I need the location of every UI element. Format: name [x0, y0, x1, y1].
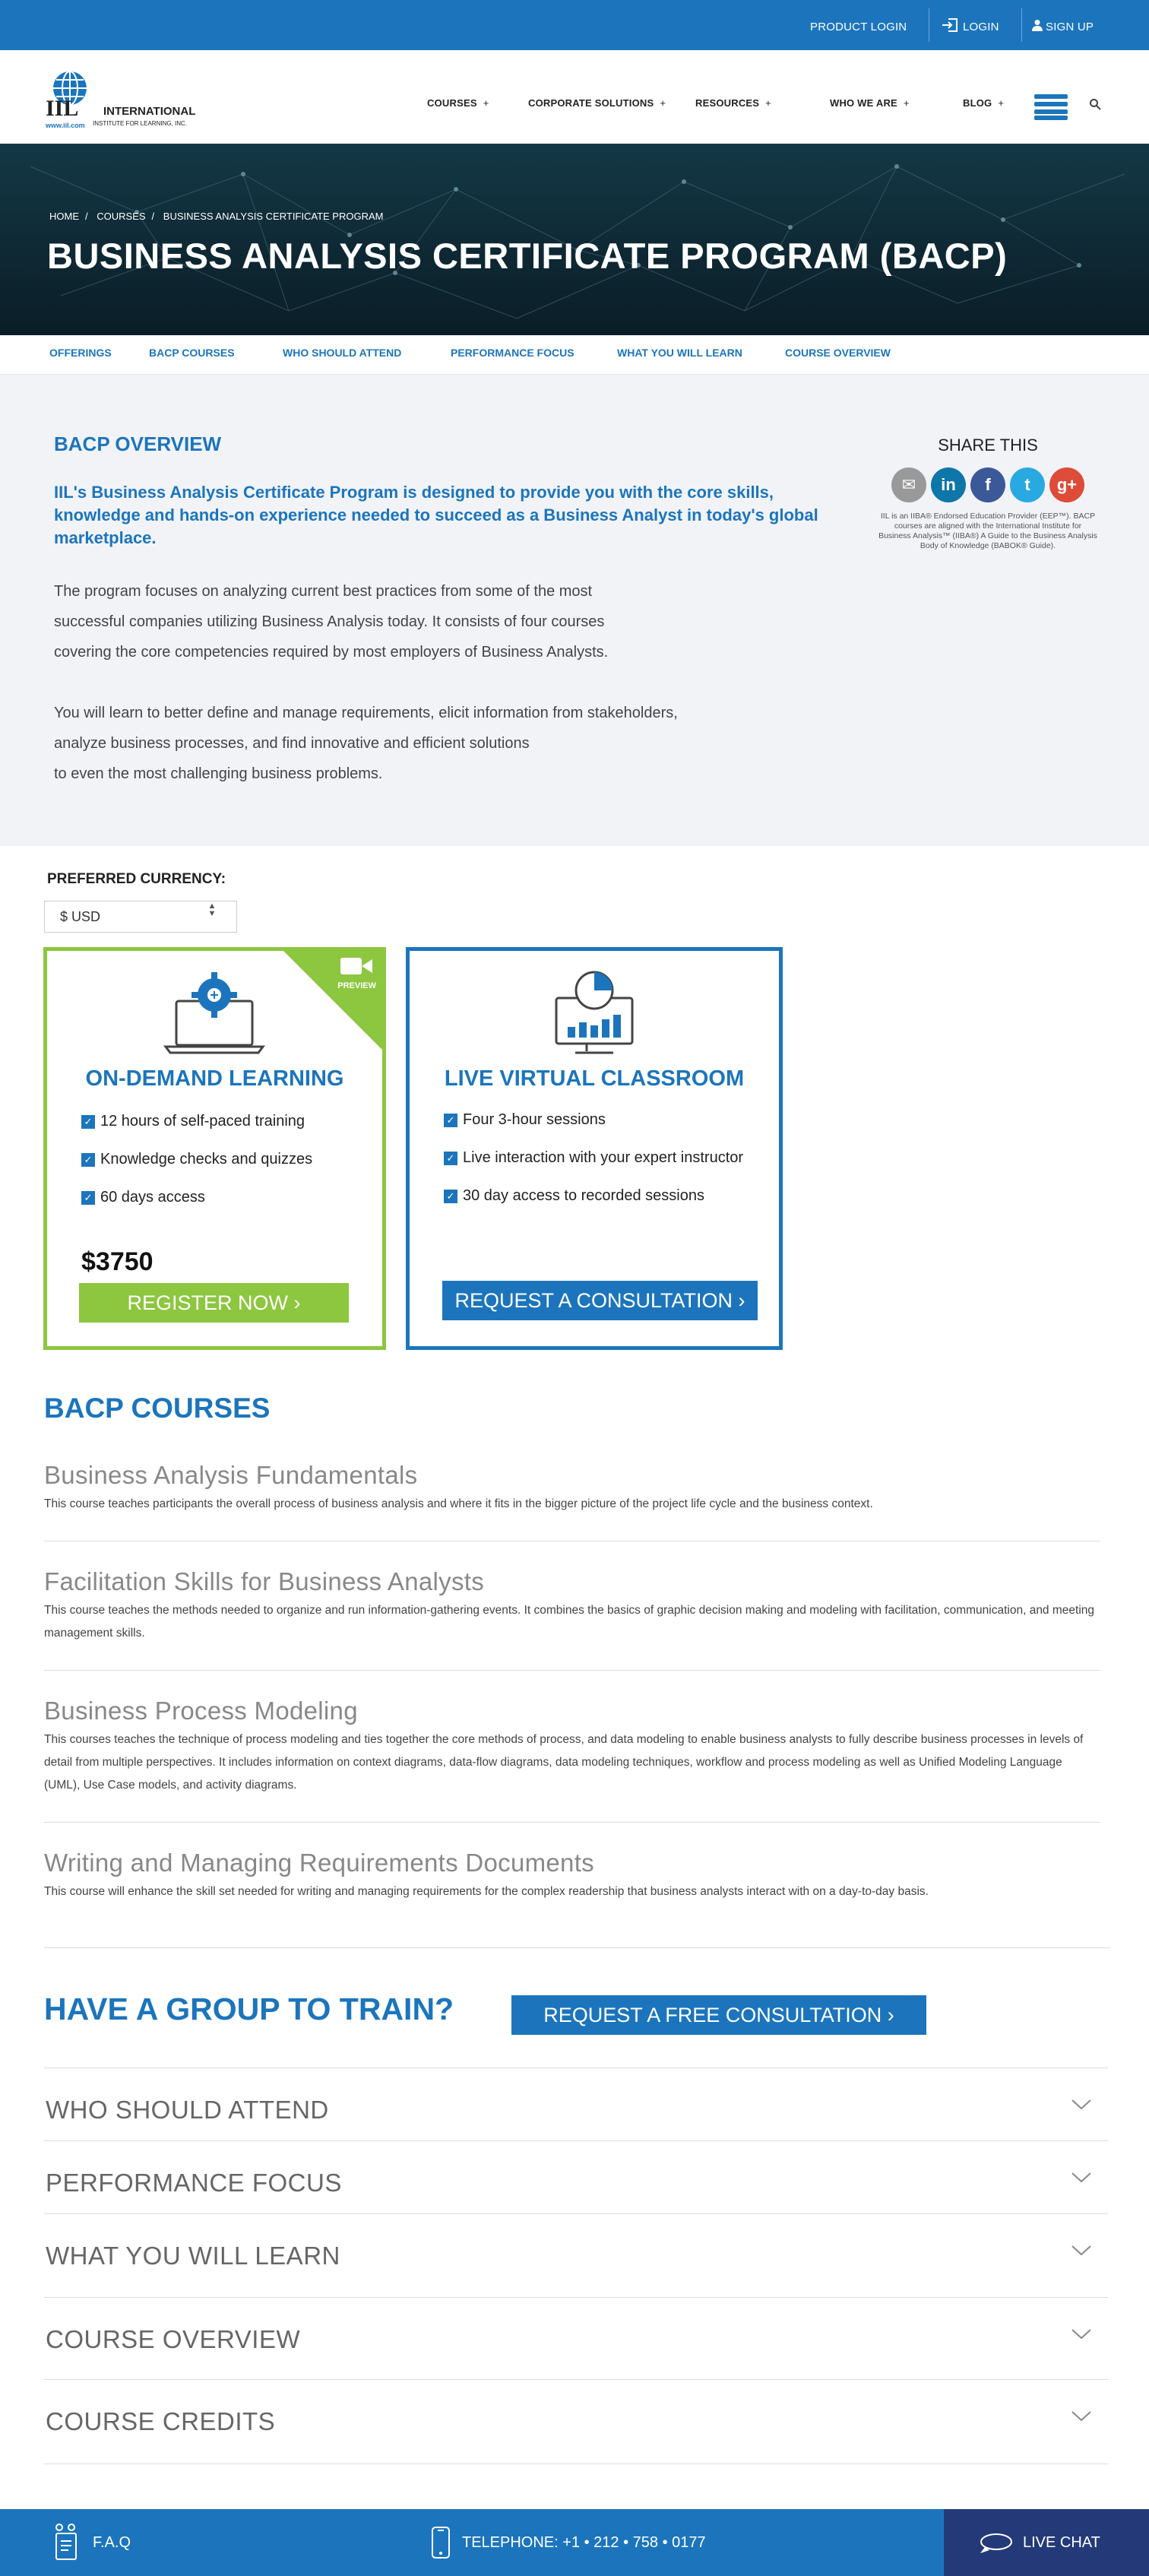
live-virtual-features	[444, 1111, 763, 1225]
chevron-down-icon	[1070, 2239, 1093, 2261]
chevron-down-icon	[1070, 2093, 1093, 2115]
checkbox-icon: ✓	[444, 1190, 457, 1203]
checkbox-icon: ✓	[81, 1115, 95, 1129]
chevron-down-icon	[1070, 2322, 1093, 2345]
telephone-number[interactable]: TELEPHONE: +1 • 212 • 758 • 0177	[462, 2534, 706, 2551]
page-title: BUSINESS ANALYSIS CERTIFICATE PROGRAM (BACP)	[47, 236, 1008, 276]
phone-icon	[431, 2526, 451, 2559]
email-share-icon[interactable]: ✉	[891, 467, 926, 502]
overview-lead: IIL's Business Analysis Certificate Program is designed to provide you with the core skills, knowledge and hands-on experience needed to succeed as a Business Analyst in today's global marketplace.	[54, 483, 818, 547]
course-name[interactable]: Business Process Modeling	[44, 1697, 358, 1725]
course-description: This course teaches the methods needed to organize and run information-gathering events. It combines the basics of graphic decision making and modeling with facilitation, communication, and meeting management skills.	[44, 1604, 1095, 1640]
accordion-course-credits[interactable]	[44, 2379, 1108, 2464]
feature-item	[81, 1112, 312, 1131]
on-demand-card	[43, 947, 386, 1350]
course-description: This courses teaches the technique of process modeling and ties together the core methods of process, and data modeling to enable business analysts to fully describe business processes in levels of detail from multiple perspectives. It includes information on context diagrams, data-flow diagrams, data modeling techniques, workflow and process modeling as well as Unified Modeling Language (UML), Use Case models, and activity diagrams.	[44, 1733, 1084, 1792]
course-name[interactable]: Writing and Managing Requirements Documents	[44, 1849, 594, 1877]
accordion-who-should-attend[interactable]	[44, 2067, 1108, 2140]
overview-paragraph-1	[54, 576, 837, 667]
breadcrumb-separator: /	[85, 211, 88, 222]
nav-label: RESOURCES	[695, 97, 760, 109]
text-line: The program focuses on analyzing current best practices from some of the most	[54, 583, 593, 600]
hamburger-menu-icon[interactable]	[1034, 94, 1068, 120]
logo-url: www.iil.com	[46, 122, 85, 129]
facebook-share-icon[interactable]: f	[970, 467, 1005, 502]
preview-ribbon[interactable]	[280, 947, 386, 1054]
live-chat-label: LIVE CHAT	[1023, 2534, 1100, 2551]
overview-paragraph-2	[54, 698, 837, 789]
breadcrumb-courses[interactable]: COURSES	[97, 211, 146, 222]
feature-item	[81, 1188, 312, 1207]
currency-value: $ USD	[60, 909, 101, 924]
request-consultation-button[interactable]: REQUEST A CONSULTATION ›	[442, 1281, 758, 1320]
feature-item	[444, 1111, 763, 1130]
google-plus-share-icon[interactable]: g+	[1049, 467, 1084, 502]
plus-icon: +	[660, 97, 666, 109]
main-header	[0, 50, 1149, 144]
divider	[44, 1670, 1100, 1671]
breadcrumb-separator: /	[151, 211, 155, 222]
share-title: SHARE THIS	[938, 436, 1038, 455]
course-item	[44, 1461, 1100, 1516]
subnav-offerings[interactable]: OFFERINGS	[49, 347, 112, 359]
text-line: You will learn to better define and manage requirements, elicit information from stakeholders,	[54, 705, 678, 721]
sign-up-link[interactable]	[1032, 0, 1094, 50]
course-item	[44, 1697, 1100, 1797]
checkbox-icon: ✓	[444, 1114, 457, 1127]
course-name[interactable]: Facilitation Skills for Business Analysts	[44, 1567, 485, 1595]
search-icon[interactable]	[1089, 98, 1101, 110]
subnav-course-overview[interactable]: COURSE OVERVIEW	[785, 347, 891, 359]
accordion-course-overview[interactable]	[44, 2297, 1108, 2370]
product-login-link[interactable]: PRODUCT LOGIN	[810, 21, 907, 33]
login-link[interactable]	[942, 0, 999, 50]
text-line: covering the core competencies required by most employers of Business Analysts.	[54, 644, 609, 661]
accordion-label: COURSE OVERVIEW	[46, 2325, 301, 2353]
on-demand-features	[81, 1112, 312, 1226]
feature-text: Knowledge checks and quizzes	[100, 1151, 313, 1168]
preview-badge: PREVIEW	[337, 981, 376, 990]
live-virtual-title: LIVE VIRTUAL CLASSROOM	[444, 1066, 745, 1091]
course-item	[44, 1567, 1100, 1645]
breadcrumb-home[interactable]: HOME	[49, 211, 79, 222]
plus-icon: +	[765, 97, 771, 109]
iiba-note: IIL is an IIBA® Endorsed Education Provider (EEP™). BACP courses are aligned with the International Institute for Business Analysis™ (IIBA®) A Guide to the Business Analysis Body of Knowledge (BABOK® Guide).	[878, 512, 1097, 550]
divider	[44, 1822, 1100, 1823]
price: $3750	[81, 1247, 154, 1276]
chat-bubble-icon	[979, 2532, 1014, 2555]
group-title: HAVE A GROUP TO TRAIN?	[44, 1991, 454, 2026]
faq-link[interactable]: F.A.Q	[93, 2534, 131, 2551]
feature-item	[444, 1187, 763, 1206]
twitter-share-icon[interactable]: t	[1010, 467, 1045, 502]
accordion-label: WHO SHOULD ATTEND	[46, 2096, 329, 2124]
feature-item	[81, 1150, 312, 1169]
plus-icon: +	[483, 97, 489, 109]
chevron-down-icon	[1070, 2404, 1093, 2427]
overview-section	[0, 375, 1149, 846]
nav-label: COURSES	[427, 97, 477, 109]
text-line: to even the most challenging business problems.	[54, 765, 383, 782]
feature-text: 60 days access	[100, 1189, 205, 1206]
on-demand-title: ON-DEMAND LEARNING	[85, 1066, 344, 1091]
live-virtual-card	[406, 947, 783, 1350]
text-line: successful companies utilizing Business Analysis today. It consists of four courses	[54, 613, 605, 630]
nav-label: WHO WE ARE	[830, 97, 897, 109]
checkbox-icon: ✓	[81, 1153, 95, 1167]
top-bar	[0, 0, 1149, 50]
course-name[interactable]: Business Analysis Fundamentals	[44, 1461, 418, 1489]
section-subnav	[0, 335, 1149, 375]
accordion-label: WHAT YOU WILL LEARN	[46, 2242, 340, 2270]
iil-logo[interactable]	[46, 70, 205, 129]
currency-label: PREFERRED CURRENCY:	[47, 871, 226, 887]
select-arrow-icon: ▲▼	[207, 901, 217, 917]
logo-name: INTERNATIONAL	[103, 105, 196, 118]
nav-courses[interactable]	[427, 97, 489, 109]
logo-mark: IIL	[46, 96, 79, 121]
subnav-who-should-attend[interactable]: WHO SHOULD ATTEND	[283, 347, 402, 359]
monitor-chart-icon	[552, 968, 636, 1055]
login-icon	[942, 18, 958, 32]
subnav-what-you-will-learn[interactable]: WHAT YOU WILL LEARN	[617, 347, 742, 359]
top-bar-divider	[1021, 8, 1022, 42]
plus-icon: +	[998, 97, 1005, 109]
laptop-gear-icon	[161, 971, 267, 1054]
accordion-performance-focus[interactable]	[44, 2140, 1108, 2213]
feature-text: 12 hours of self-paced training	[100, 1113, 305, 1130]
overview-title: BACP OVERVIEW	[54, 433, 222, 455]
course-item	[44, 1849, 1100, 1903]
nav-who-we-are[interactable]	[830, 97, 910, 109]
checkbox-icon: ✓	[444, 1152, 457, 1165]
register-now-button[interactable]: REGISTER NOW ›	[79, 1283, 349, 1323]
live-chat-button[interactable]	[944, 2509, 1149, 2576]
nav-resources[interactable]	[695, 97, 771, 109]
breadcrumb	[49, 211, 389, 222]
nav-corporate-solutions[interactable]	[528, 97, 666, 109]
divider	[44, 1947, 1110, 1948]
feature-item	[444, 1149, 763, 1168]
course-description: This course will enhance the skill set needed for writing and managing requirements for the complex readership that business analysts interact with on a day-to-day basis.	[44, 1885, 929, 1898]
feature-text: 30 day access to recorded sessions	[463, 1187, 704, 1204]
user-icon	[1032, 19, 1043, 31]
footer-bar	[0, 2509, 1149, 2576]
logo-subtitle: INSTITUTE FOR LEARNING, INC.	[93, 120, 188, 127]
accordion-what-you-will-learn[interactable]	[44, 2213, 1108, 2286]
linkedin-share-icon[interactable]: in	[931, 467, 966, 502]
chevron-down-icon	[1070, 2166, 1093, 2188]
nav-label: CORPORATE SOLUTIONS	[528, 97, 654, 109]
sign-up-label: SIGN UP	[1046, 21, 1094, 33]
checkbox-icon: ✓	[81, 1191, 95, 1205]
accordion-label: COURSE CREDITS	[46, 2407, 276, 2435]
currency-select[interactable]	[44, 901, 237, 933]
request-free-consultation-button[interactable]: REQUEST A FREE CONSULTATION ›	[511, 1995, 926, 2035]
feature-text: Four 3-hour sessions	[463, 1111, 606, 1128]
accordion-label: PERFORMANCE FOCUS	[46, 2169, 342, 2197]
plus-icon: +	[903, 97, 910, 109]
faq-icon	[52, 2523, 82, 2562]
nav-blog[interactable]	[963, 97, 1004, 109]
breadcrumb-current: BUSINESS ANALYSIS CERTIFICATE PROGRAM	[163, 211, 384, 222]
share-widget	[844, 436, 1132, 551]
login-label: LOGIN	[963, 21, 999, 33]
course-description: This course teaches participants the overall process of business analysis and where it fits in the bigger picture of the project life cycle and the business context.	[44, 1497, 873, 1510]
feature-text: Live interaction with your expert instructor	[463, 1149, 744, 1166]
text-line: analyze business processes, and find innovative and efficient solutions	[54, 735, 530, 752]
courses-title: BACP COURSES	[44, 1393, 271, 1424]
nav-label: BLOG	[963, 97, 992, 109]
subnav-bacp-courses[interactable]: BACP COURSES	[149, 347, 235, 359]
hero-banner	[0, 144, 1149, 335]
subnav-performance-focus[interactable]: PERFORMANCE FOCUS	[451, 347, 574, 359]
